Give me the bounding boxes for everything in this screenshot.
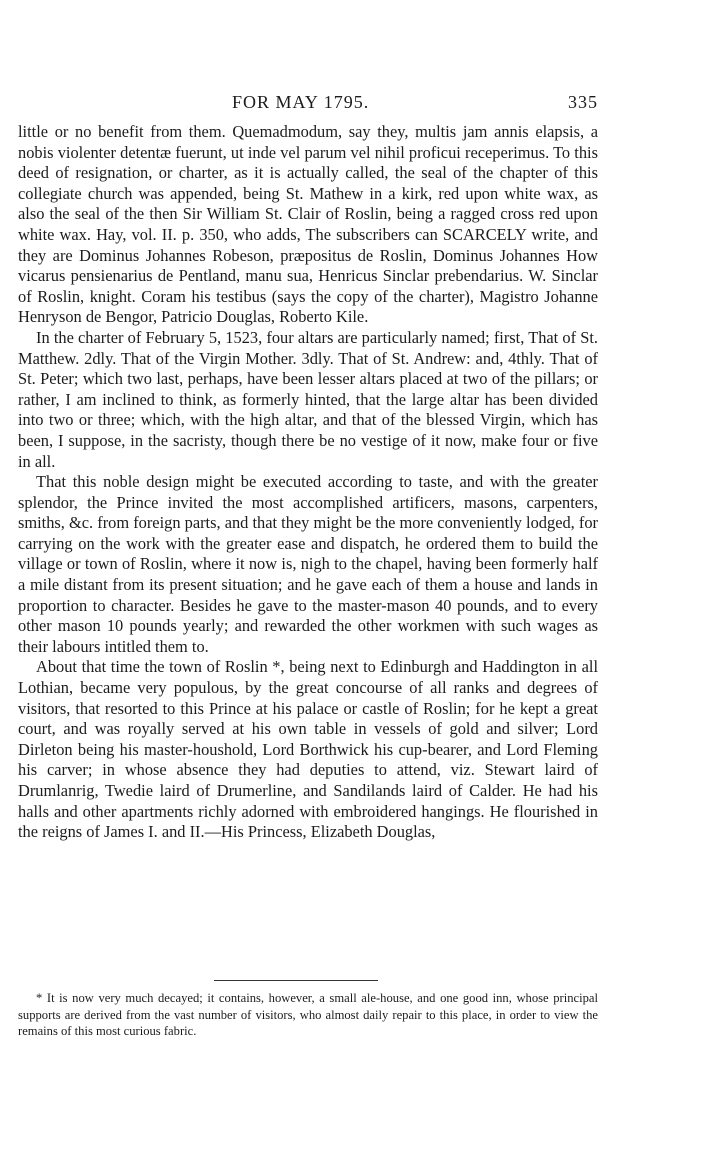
footnote-text: * It is now very much decayed; it contains, however, a small ale-house, and one good inn, whose principal supports are derived from the vast number of visitors, who almost daily repair to this place, in order to view the remains of this most curious fabric.	[18, 991, 598, 1038]
running-head: FOR MAY 1795.	[232, 92, 370, 112]
paragraph-town-of-roslin: About that time the town of Roslin *, being next to Edinburgh and Haddington in all Lothian, became very populous, by the great concourse of all ranks and degrees of visitors, that resorted to this Prince at his palace or castle of Roslin; for he kept a great court, and was royally served at his own table in vessels of gold and silver; Lord Dirleton being his master-houshold, Lord Borthwick his cup-bearer, and Lord Fleming his carver; in whose absence they had deputies to attend, viz. Stewart laird of Drumlanrig, Twedie laird of Drumerline, and Sandilands laird of Calder. He had his halls and other apartments richly adorned with embroidered hangings. He flourished in the reigns of James I. and II.—His Princess, Elizabeth Douglas,	[18, 657, 598, 842]
page-header	[18, 92, 598, 118]
paragraph-continued: little or no benefit from them. Quemadmodum, say they, multis jam annis elapsis, a nobis violenter detentæ fuerunt, ut inde vel parum vel nihil proficui receperimus. To this deed of resignation, or charter, as it is actually called, the seal of the chapter of this collegiate church was appended, being St. Mathew in a kirk, red upon white wax, as also the seal of the then Sir William St. Clair of Roslin, being a ragged cross red upon white wax. Hay, vol. II. p. 350, who adds, The subscribers can SCARCELY write, and they are Dominus Johannes Robeson, præpositus de Roslin, Dominus Johannes How vicarus pensienarius de Pentland, manu sua, Henricus Sinclar prebendarius. W. Sinclar of Roslin, knight. Coram his testibus (says the copy of the charter), Magistro Johanne Henryson de Bengor, Patricio Douglas, Roberto Kile.	[18, 122, 598, 327]
paragraph-altars: In the charter of February 5, 1523, four altars are particularly named; first, That of St. Matthew. 2dly. That of the Virgin Mother. 3dly. That of St. Andrew: and, 4thly. That of St. Peter; which two last, perhaps, have been lesser altars placed at two of the pillars; or rather, I am inclined to think, as formerly hinted, that the large altar has been divided into two or three; which, with the high altar, and that of the blessed Virgin, which has been, I suppose, in the sacristy, though there be no vestige of it now, make four or five in all.	[18, 327, 598, 471]
footnote	[18, 990, 598, 1040]
page-number: 335	[568, 92, 598, 112]
footnote-divider	[214, 980, 378, 981]
paragraph-artificers: That this noble design might be executed according to taste, and with the greater splendor, the Prince invited the most accomplished artificers, masons, carpenters, smiths, &c. from foreign parts, and that they might be the more conveniently lodged, for carrying on the work with the greater ease and dispatch, he ordered them to build the village or town of Roslin, where it now is, nigh to the chapel, having been formerly half a mile distant from its present situation; and he gave each of them a house and lands in proportion to character. Besides he gave to the master-mason 40 pounds, and to every other mason 10 pounds yearly; and rewarded the other workmen with such wages as their labours intitled them to.	[18, 472, 598, 656]
body-text	[18, 122, 598, 843]
